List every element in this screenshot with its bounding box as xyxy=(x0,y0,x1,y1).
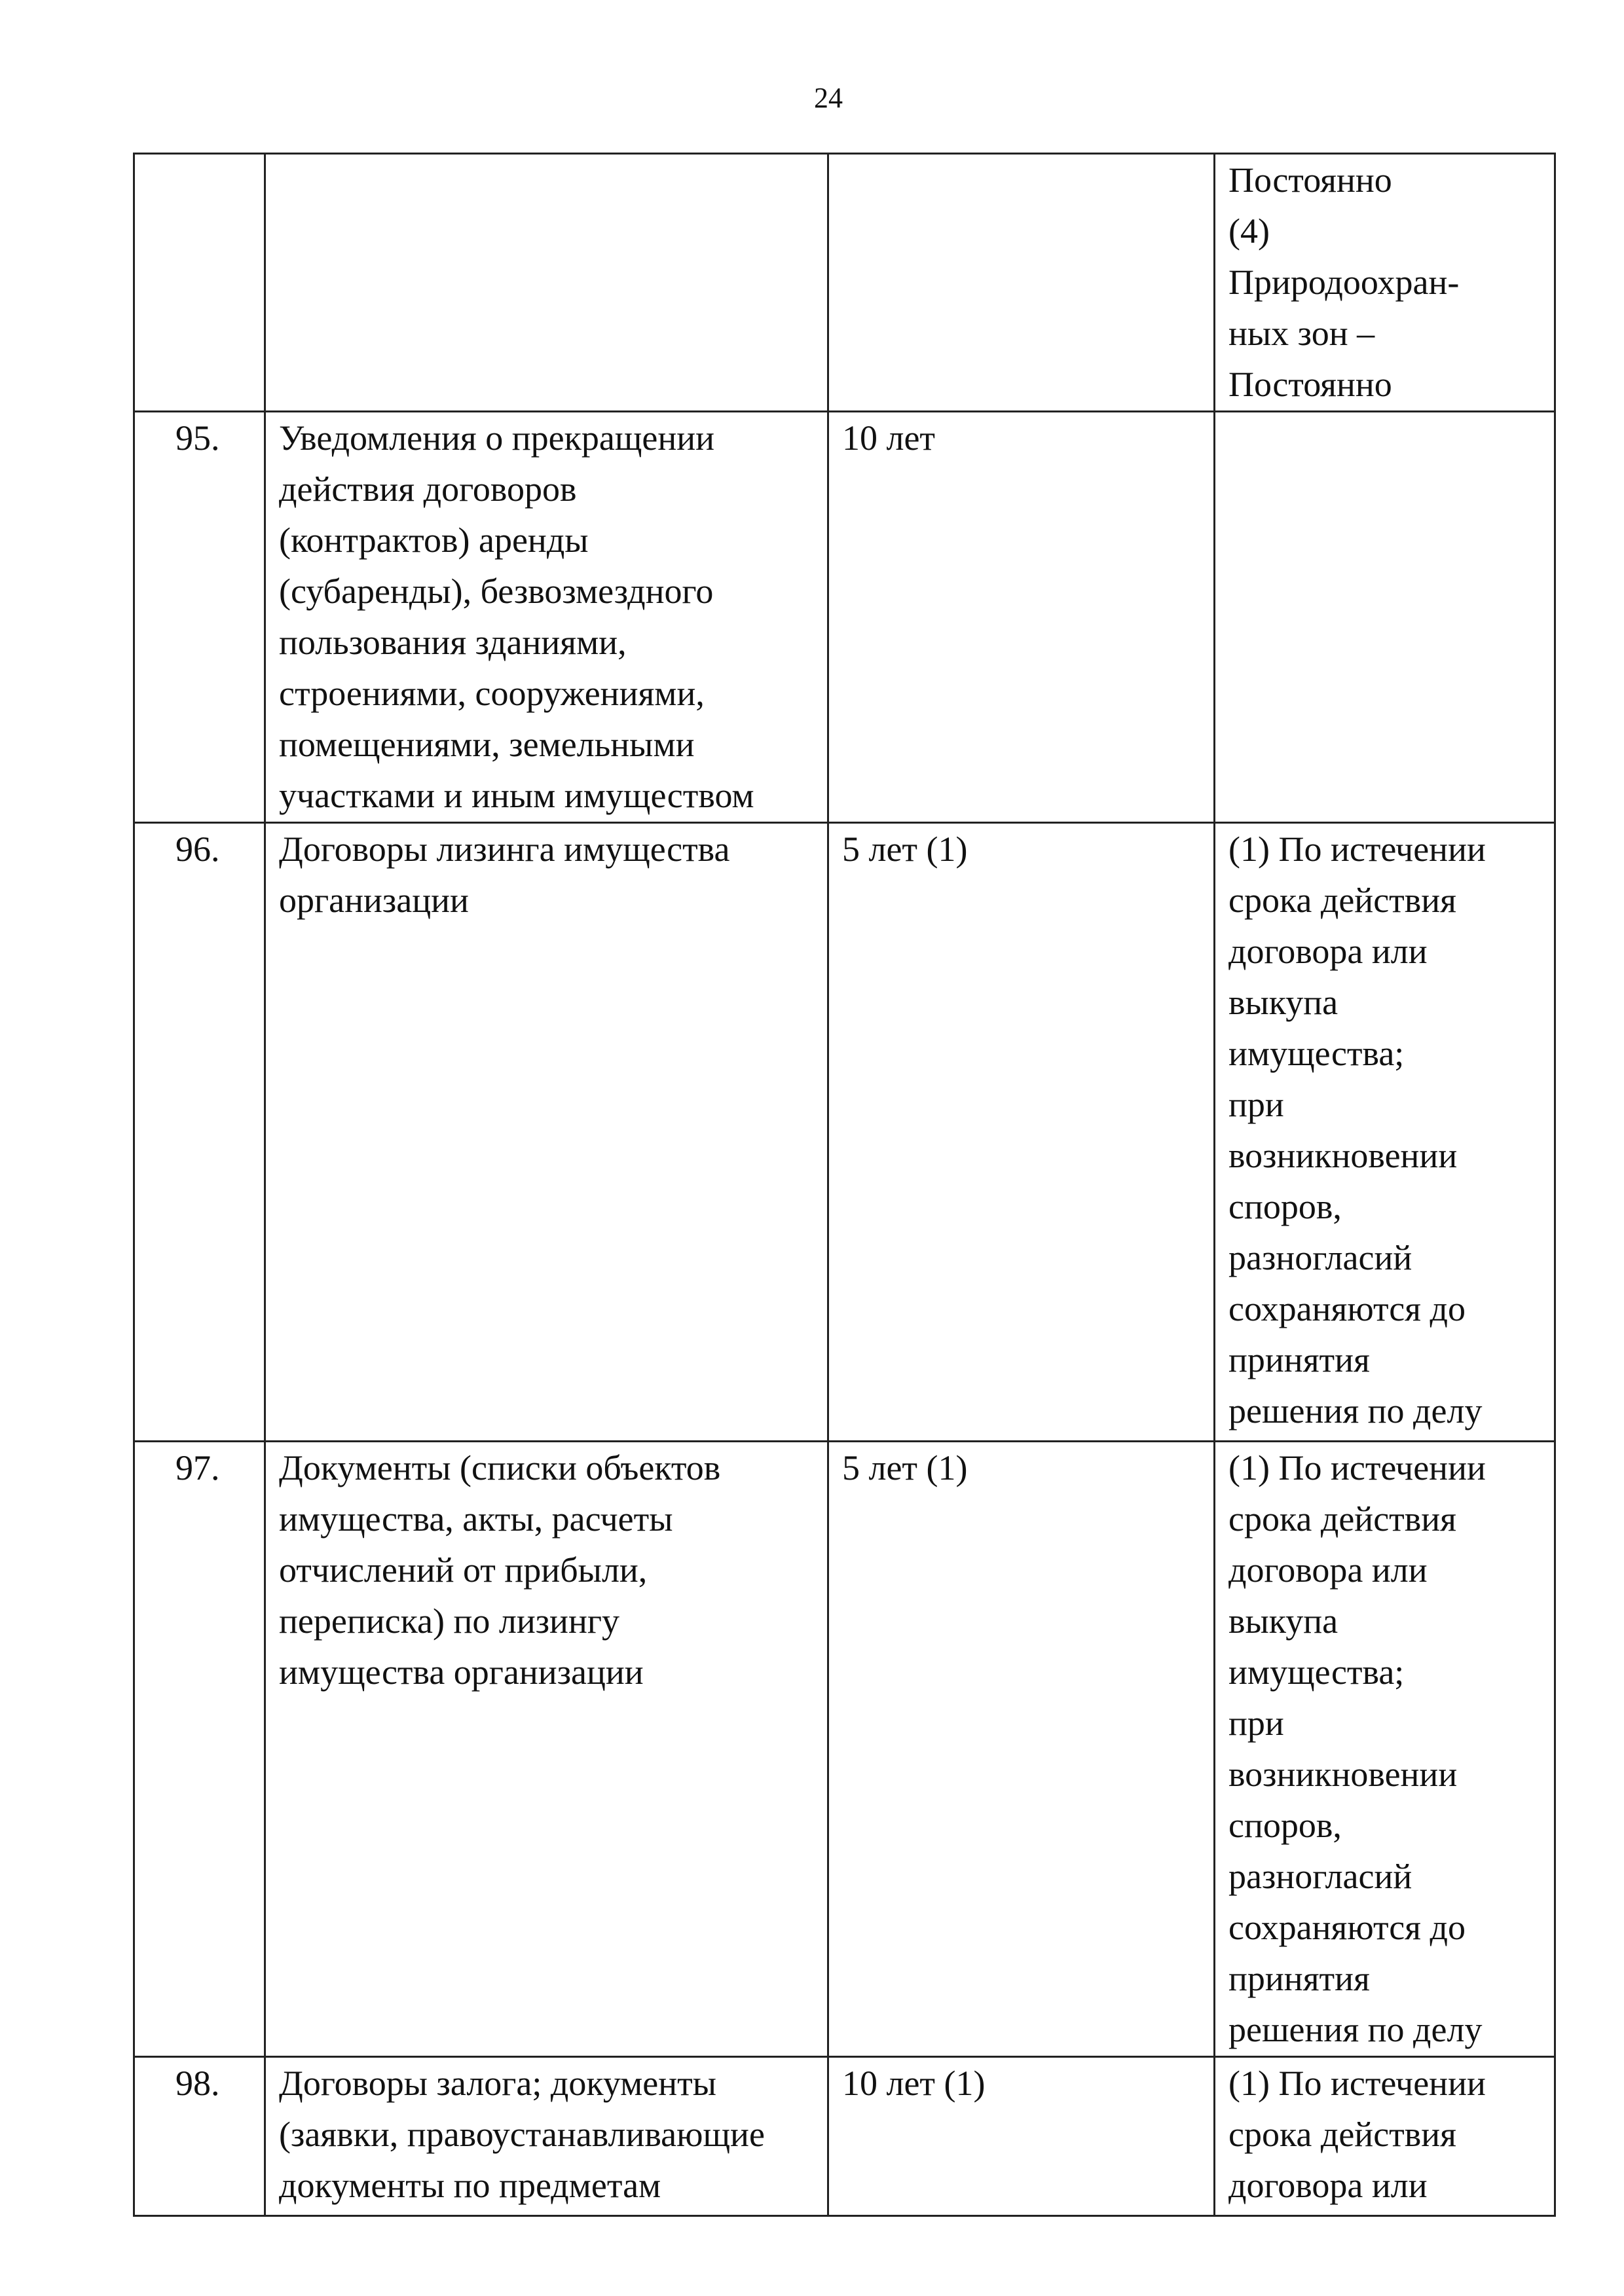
title-line: Документы (списки объектов xyxy=(279,1448,721,1487)
item-number-cell: 97. xyxy=(134,1442,265,2057)
note-line: договора или xyxy=(1228,2166,1428,2205)
note-line: договора или xyxy=(1228,1550,1428,1590)
note-line: сохраняются до xyxy=(1228,1289,1466,1328)
note-line: при xyxy=(1228,1085,1284,1124)
title-line: (субаренды), безвозмездного xyxy=(279,572,714,611)
note-line: Постоянно xyxy=(1228,365,1392,404)
note-line: сохраняются до xyxy=(1228,1908,1466,1947)
note-line: (4) xyxy=(1228,211,1270,251)
table-row xyxy=(134,2057,1555,2216)
table-row xyxy=(134,823,1555,1442)
document-title-cell xyxy=(265,154,828,412)
note-line: имущества; xyxy=(1228,1652,1405,1692)
item-number-cell: 96. xyxy=(134,823,265,1442)
note-line: принятия xyxy=(1228,1340,1370,1379)
note-cell xyxy=(1215,823,1555,1442)
note-line: выкупа xyxy=(1228,983,1338,1022)
note-line: споров, xyxy=(1228,1187,1342,1226)
document-title-cell xyxy=(265,2057,828,2216)
retention-term-cell: 5 лет (1) xyxy=(828,1442,1215,2057)
note-line: выкупа xyxy=(1228,1601,1338,1641)
note-line: Постоянно xyxy=(1228,160,1392,200)
note-line: при xyxy=(1228,1704,1284,1743)
table-row xyxy=(134,1442,1555,2057)
document-title-cell xyxy=(265,1442,828,2057)
retention-term-cell: 5 лет (1) xyxy=(828,823,1215,1442)
title-line: пользования зданиями, xyxy=(279,623,627,662)
page-number: 24 xyxy=(814,82,843,114)
table-row xyxy=(134,154,1555,412)
title-line: действия договоров xyxy=(279,469,577,509)
title-line: Договоры лизинга имущества xyxy=(279,829,730,869)
note-cell xyxy=(1215,154,1555,412)
document-title-cell xyxy=(265,412,828,823)
note-line: решения по делу xyxy=(1228,1391,1483,1430)
note-line: решения по делу xyxy=(1228,2010,1483,2049)
title-line: (заявки, правоустанавливающие xyxy=(279,2115,765,2154)
title-line: Договоры залога; документы xyxy=(279,2064,717,2103)
title-line: Уведомления о прекращении xyxy=(279,418,715,458)
note-line: разногласий xyxy=(1228,1857,1412,1896)
note-line: принятия xyxy=(1228,1959,1370,1998)
item-number-cell xyxy=(134,154,265,412)
note-line: срока действия xyxy=(1228,1499,1456,1539)
note-line: имущества; xyxy=(1228,1034,1405,1073)
note-cell xyxy=(1215,1442,1555,2057)
retention-term-cell xyxy=(828,154,1215,412)
note-line: разногласий xyxy=(1228,1238,1412,1277)
title-line: участками и иным имуществом xyxy=(279,776,754,815)
table-row xyxy=(134,412,1555,823)
note-line: возникновении xyxy=(1228,1755,1458,1794)
note-line: ных зон – xyxy=(1228,314,1375,353)
document-title-cell xyxy=(265,823,828,1442)
title-line: строениями, сооружениями, xyxy=(279,674,705,713)
item-number-cell: 98. xyxy=(134,2057,265,2216)
note-line: (1) По истечении xyxy=(1228,2064,1486,2103)
note-line: возникновении xyxy=(1228,1136,1458,1175)
title-line: имущества, акты, расчеты xyxy=(279,1499,673,1539)
note-line: Природоохран- xyxy=(1228,263,1460,302)
note-line: срока действия xyxy=(1228,2115,1456,2154)
note-line: договора или xyxy=(1228,932,1428,971)
title-line: помещениями, земельными xyxy=(279,725,695,764)
retention-table xyxy=(133,153,1556,2217)
retention-term-cell: 10 лет xyxy=(828,412,1215,823)
note-line: (1) По истечении xyxy=(1228,1448,1486,1487)
retention-term-cell: 10 лет (1) xyxy=(828,2057,1215,2216)
title-line: переписка) по лизингу xyxy=(279,1601,619,1641)
title-line: отчислений от прибыли, xyxy=(279,1550,648,1590)
note-line: (1) По истечении xyxy=(1228,829,1486,869)
title-line: документы по предметам xyxy=(279,2166,661,2205)
note-cell xyxy=(1215,412,1555,823)
title-line: (контрактов) аренды xyxy=(279,520,589,560)
item-number-cell: 95. xyxy=(134,412,265,823)
note-line: споров, xyxy=(1228,1806,1342,1845)
note-line: срока действия xyxy=(1228,881,1456,920)
title-line: имущества организации xyxy=(279,1652,644,1692)
title-line: организации xyxy=(279,881,469,920)
note-cell xyxy=(1215,2057,1555,2216)
